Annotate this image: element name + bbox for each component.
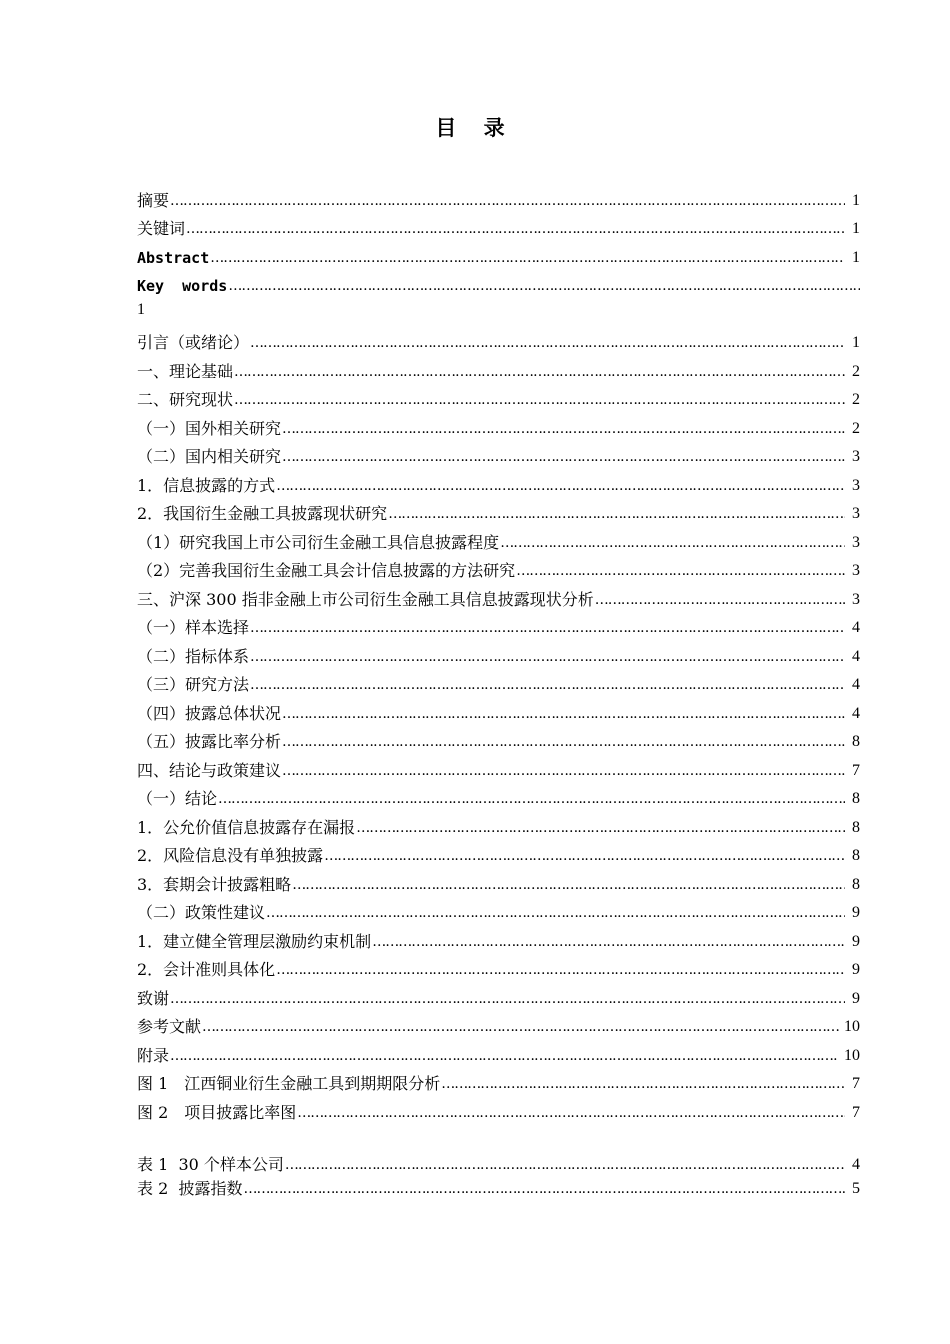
toc-entry-page: 4 (852, 647, 860, 665)
toc-entry-page: 1 (137, 301, 145, 318)
dot-leader (210, 248, 845, 268)
toc-entry-section-4-1-1[interactable] (137, 809, 860, 838)
toc-entry-page: 3 (852, 590, 860, 608)
toc-entry-label: Abstract (137, 248, 210, 267)
toc-entry-page: 5 (852, 1179, 860, 1197)
dot-leader (218, 789, 845, 809)
toc-entry-section-2-1[interactable] (137, 410, 860, 439)
toc-entry-page: 2 (852, 362, 860, 380)
toc-entry-label: Key words (137, 277, 228, 295)
toc-entry-page: 9 (852, 904, 860, 921)
toc-entry-label: 摘要 (137, 190, 170, 210)
toc-entry-section-3[interactable] (137, 581, 860, 610)
toc-entry-page: 1 (852, 191, 860, 209)
dot-leader (372, 932, 845, 952)
dot-leader (250, 647, 845, 667)
toc-entry-page: 4 (852, 619, 860, 636)
toc-entry-keywords-cn[interactable] (137, 211, 860, 240)
toc-entry-table-2[interactable] (137, 1175, 860, 1199)
toc-entry-page: 1 (852, 220, 860, 237)
toc-entry-label: （二）指标体系 (137, 646, 250, 666)
toc-entry-page: 2 (852, 419, 860, 437)
toc-entry-label: 参考文献 (137, 1017, 202, 1036)
dot-leader (266, 903, 845, 923)
toc-entry-label: 引言（或绪论） (137, 333, 250, 352)
toc-entry-page: 8 (852, 847, 860, 864)
toc-entry-label: 图 1 江西铜业衍生金融工具到期期限分析 (137, 1074, 441, 1093)
toc-entry-label: （一）结论 (137, 789, 218, 808)
dot-leader (516, 561, 845, 581)
toc-entry-label: （二）国内相关研究 (137, 447, 282, 466)
toc-entry-label: （四）披露总体状况 (137, 703, 282, 723)
toc-entry-keywords-en[interactable] (137, 268, 860, 297)
dot-leader (500, 533, 845, 553)
toc-entry-page: 7 (852, 761, 860, 779)
dot-leader (285, 1155, 845, 1175)
toc-entry-label: （五）披露比率分析 (137, 732, 282, 751)
dot-leader (250, 333, 845, 353)
toc-entry-page: 7 (852, 1103, 860, 1121)
dot-leader (250, 675, 845, 695)
dot-leader (170, 989, 845, 1009)
toc-entry-label: 附录 (137, 1045, 170, 1065)
toc-entry-page: 3 (852, 533, 860, 551)
toc-entry-page: 3 (852, 476, 860, 494)
toc-entry-label: 一、理论基础 (137, 361, 234, 381)
toc-entry-section-2-2-2[interactable] (137, 496, 860, 525)
dot-leader (356, 818, 845, 838)
toc-entry-section-1[interactable] (137, 353, 860, 382)
toc-entry-section-4-1-2[interactable] (137, 838, 860, 867)
dot-leader (595, 590, 845, 610)
toc-entry-section-4-2-2[interactable] (137, 952, 860, 981)
toc-entry-page: 4 (852, 704, 860, 722)
dot-leader (282, 704, 845, 724)
dot-leader (324, 846, 845, 866)
toc-entry-label: 三、沪深 300 指非金融上市公司衍生金融工具信息披露现状分析 (137, 589, 594, 609)
toc-entry-section-4-2[interactable] (137, 895, 860, 924)
toc-entry-label: （1）研究我国上市公司衍生金融工具信息披露程度 (137, 532, 500, 552)
toc-entry-page: 1 (852, 248, 860, 266)
toc-entry-label: 二、研究现状 (137, 390, 234, 409)
toc-entry-page: 3 (852, 562, 860, 579)
toc-entry-section-2[interactable] (137, 382, 860, 411)
toc-entry-label: 2．我国衍生金融工具披露现状研究 (137, 504, 388, 523)
dot-leader (282, 761, 845, 781)
dot-leader (388, 504, 845, 524)
dot-leader (276, 960, 845, 980)
toc-entry-page: 1 (852, 334, 860, 351)
toc-entry-page: 8 (852, 818, 860, 836)
table-of-contents (137, 182, 860, 1199)
page-title: 目 录 (435, 116, 515, 140)
dot-leader (292, 875, 845, 895)
toc-entry-label: （一）样本选择 (137, 618, 250, 637)
toc-entry-section-4[interactable] (137, 752, 860, 781)
toc-entry-page: 8 (852, 733, 860, 750)
toc-entry-section-3-4[interactable] (137, 695, 860, 724)
toc-entry-figure-1[interactable] (137, 1066, 860, 1095)
toc-entry-label: 四、结论与政策建议 (137, 760, 282, 780)
toc-entry-label: （一）国外相关研究 (137, 418, 282, 438)
toc-entry-section-4-1-3[interactable] (137, 866, 860, 895)
dot-leader (186, 219, 845, 239)
toc-entry-label: 关键词 (137, 219, 186, 238)
toc-entry-label: （二）政策性建议 (137, 903, 266, 922)
toc-entry-label: 1．建立健全管理层激励约束机制 (137, 931, 372, 951)
toc-entry-page: 2 (852, 391, 860, 408)
spacer (137, 1123, 860, 1151)
toc-entry-page: 8 (852, 790, 860, 807)
toc-entry-section-3-5[interactable] (137, 724, 860, 753)
toc-entry-page: 9 (852, 932, 860, 950)
toc-entry-page: 8 (852, 875, 860, 893)
toc-entry-abstract-cn[interactable] (137, 182, 860, 211)
toc-entry-introduction[interactable] (137, 325, 860, 354)
dot-leader (276, 476, 845, 496)
toc-entry-page: 3 (852, 448, 860, 465)
dot-leader (282, 732, 845, 752)
toc-entry-label: 表 2 披露指数 (137, 1178, 243, 1198)
dot-leader (282, 419, 845, 439)
dot-leader (297, 1103, 845, 1123)
toc-entry-acknowledgements[interactable] (137, 980, 860, 1009)
toc-entry-label: 致谢 (137, 988, 170, 1008)
dot-leader (243, 1179, 845, 1199)
toc-entry-section-2-2[interactable] (137, 439, 860, 468)
dot-leader (234, 390, 845, 410)
toc-entry-section-2-2-1[interactable] (137, 467, 860, 496)
toc-entry-label: 图 2 项目披露比率图 (137, 1102, 297, 1122)
toc-entry-section-2-2-2-2[interactable] (137, 553, 860, 582)
toc-entry-table-1[interactable] (137, 1151, 860, 1175)
toc-entry-label: 2．会计准则具体化 (137, 960, 276, 979)
toc-entry-page: 9 (852, 989, 860, 1007)
toc-entry-page: 4 (852, 1155, 860, 1173)
toc-entry-section-3-1[interactable] (137, 610, 860, 639)
dot-leader (202, 1017, 839, 1037)
toc-entry-label: 1．信息披露的方式 (137, 475, 276, 495)
toc-entry-label: 3．套期会计披露粗略 (137, 874, 292, 894)
dot-leader (170, 1046, 839, 1066)
toc-entry-label: （三）研究方法 (137, 675, 250, 694)
dot-leader (228, 276, 860, 296)
toc-entry-label: （2）完善我国衍生金融工具会计信息披露的方法研究 (137, 561, 516, 580)
toc-entry-page: 3 (852, 505, 860, 522)
toc-entry-page: 10 (844, 1018, 860, 1035)
dot-leader (282, 447, 845, 467)
toc-entry-section-4-2-1[interactable] (137, 923, 860, 952)
toc-entry-label: 1．公允价值信息披露存在漏报 (137, 817, 356, 837)
toc-entry-section-3-3[interactable] (137, 667, 860, 696)
toc-entry-label: 表 1 30 个样本公司 (137, 1154, 284, 1174)
toc-entry-appendix[interactable] (137, 1037, 860, 1066)
toc-entry-page: 4 (852, 676, 860, 693)
dot-leader (441, 1074, 845, 1094)
dot-leader (250, 618, 845, 638)
toc-entry-page: 10 (844, 1046, 860, 1064)
toc-entry-section-2-2-2-1[interactable] (137, 524, 860, 553)
dot-leader (170, 191, 845, 211)
toc-entry-label: 2．风险信息没有单独披露 (137, 846, 324, 865)
toc-entry-references[interactable] (137, 1009, 860, 1038)
toc-entry-abstract-en[interactable] (137, 239, 860, 268)
toc-entry-page: 7 (852, 1075, 860, 1092)
toc-entry-page: 9 (852, 961, 860, 978)
toc-entry-section-3-2[interactable] (137, 638, 860, 667)
toc-entry-section-4-1[interactable] (137, 781, 860, 810)
toc-entry-figure-2[interactable] (137, 1094, 860, 1123)
dot-leader (234, 362, 845, 382)
